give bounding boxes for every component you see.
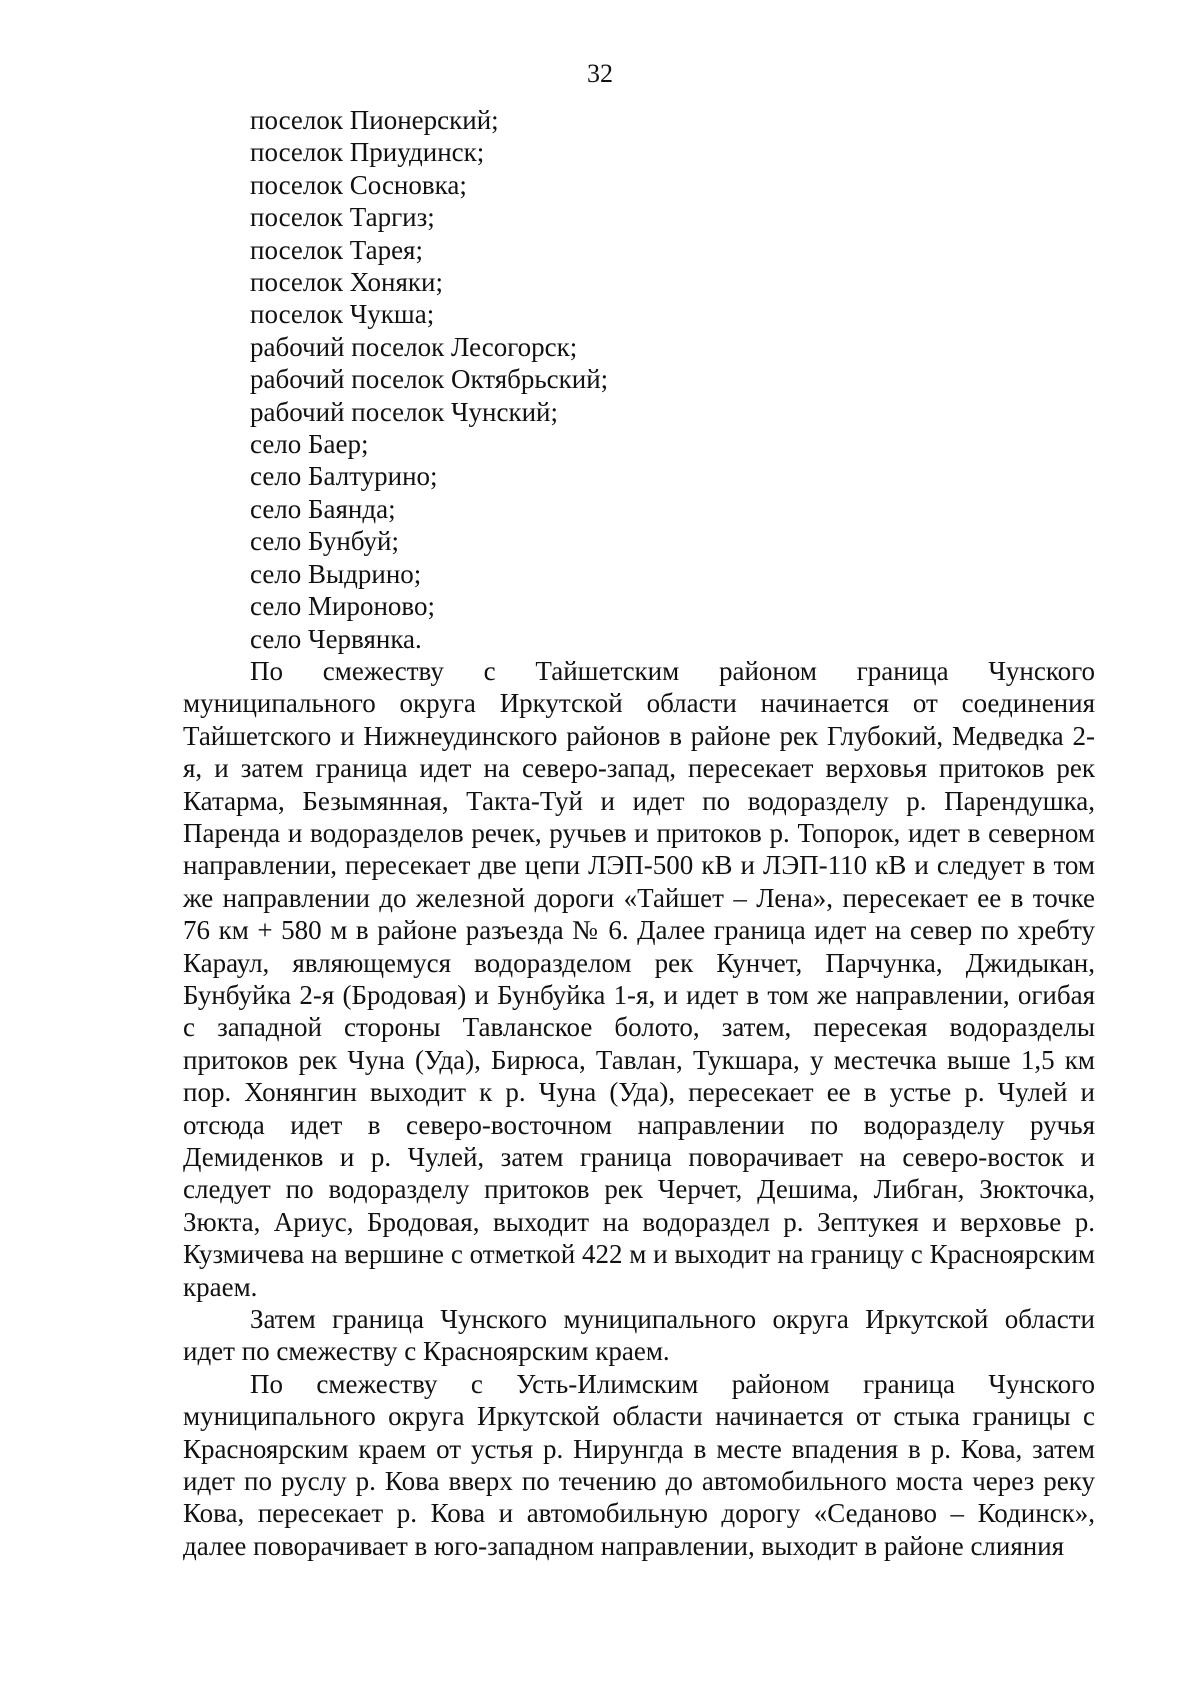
list-item: село Выдрино; xyxy=(250,558,422,589)
list-item: село Бунбуй; xyxy=(250,526,399,557)
paragraph-krasnoyarsk-border: Затем граница Чунского муниципального округа Иркутской области идет по смежеству с Красноярским краем. xyxy=(183,1304,1095,1367)
list-item: поселок Пионерский; xyxy=(250,105,499,135)
list-item: село Баянда; xyxy=(250,493,396,524)
list-item: поселок Сосновка; xyxy=(250,169,467,200)
page-number: 32 xyxy=(587,59,613,88)
document-body xyxy=(183,104,1095,1562)
paragraph-taishet-border: По смежеству с Тайшетским районом граница Чунского муниципального округа Иркутской области начинается от соединения Тайшетского и Нижнеудинского районов в районе рек Глубокий, Медведка 2-я, и затем граница идет на северо-запад, пересекает верховья притоков рек Катарма, Безымянная, Такта-Туй и идет по водоразделу р. Парендушка, Паренда и водоразделов речек, ручьев и притоков р. Топорок, идет в северном направлении, пересекает две цепи ЛЭП-500 кВ и ЛЭП-110 кВ и следует в том же направлении до железной дороги «Тайшет – Лена», пересекает ее в точке 76 км + 580 м в районе разъезда № 6. Далее граница идет на север по хребту Караул, являющемуся водоразделом рек Кунчет, Парчунка, Джидыкан, Бунбуйка 2-я (Бродовая) и Бунбуйка 1-я, и идет в том же направлении, огибая с западной стороны Тавланское болото, затем, пересекая водоразделы притоков рек Чуна (Уда), Бирюса, Тавлан, Тукшара, у местечка выше 1,5 км пор. Хонянгин выходит к р. Чуна (Уда), пересекает ее в устье р. Чулей и отсюда идет в северо-восточном направлении по водоразделу ручья Демиденков и р. Чулей, затем граница поворачивает на северо-восток и следует по водоразделу притоков рек Черчет, Дешима, Либган, Зюкточка, Зюкта, Ариус, Бродовая, выходит на водораздел р. Зептукея и верховье р. Кузмичева на вершине с отметкой 422 м и выходит на границу с Красноярским краем. xyxy=(183,655,1095,1302)
list-item: поселок Чукша; xyxy=(250,299,435,330)
list-item: поселок Тарея; xyxy=(250,234,423,265)
list-item: поселок Таргиз; xyxy=(250,202,435,233)
list-item: поселок Приудинск; xyxy=(250,137,485,168)
list-item: село Мироново; xyxy=(250,591,435,622)
list-item: рабочий поселок Октябрьский; xyxy=(250,364,609,395)
list-item: село Баер; xyxy=(250,429,369,460)
list-item: село Червянка. xyxy=(250,623,422,654)
list-item: поселок Хоняки; xyxy=(250,267,443,298)
paragraph-ust-ilimsk-border: По смежеству с Усть-Илимским районом граница Чунского муниципального округа Иркутской области начинается от стыка границы с Красноярским краем от устья р. Нирунгда в месте впадения в р. Кова, затем идет по руслу р. Кова вверх по течению до автомобильного моста через реку Кова, пересекает р. Кова и автомобильную дорогу «Седаново – Кодинск», далее поворачивает в юго-западном направлении, выходит в районе слияния xyxy=(183,1368,1095,1561)
list-item: село Балтурино; xyxy=(250,461,438,492)
list-item: рабочий поселок Чунский; xyxy=(250,396,559,427)
list-item: рабочий поселок Лесогорск; xyxy=(250,331,578,362)
settlement-list xyxy=(183,104,1095,655)
